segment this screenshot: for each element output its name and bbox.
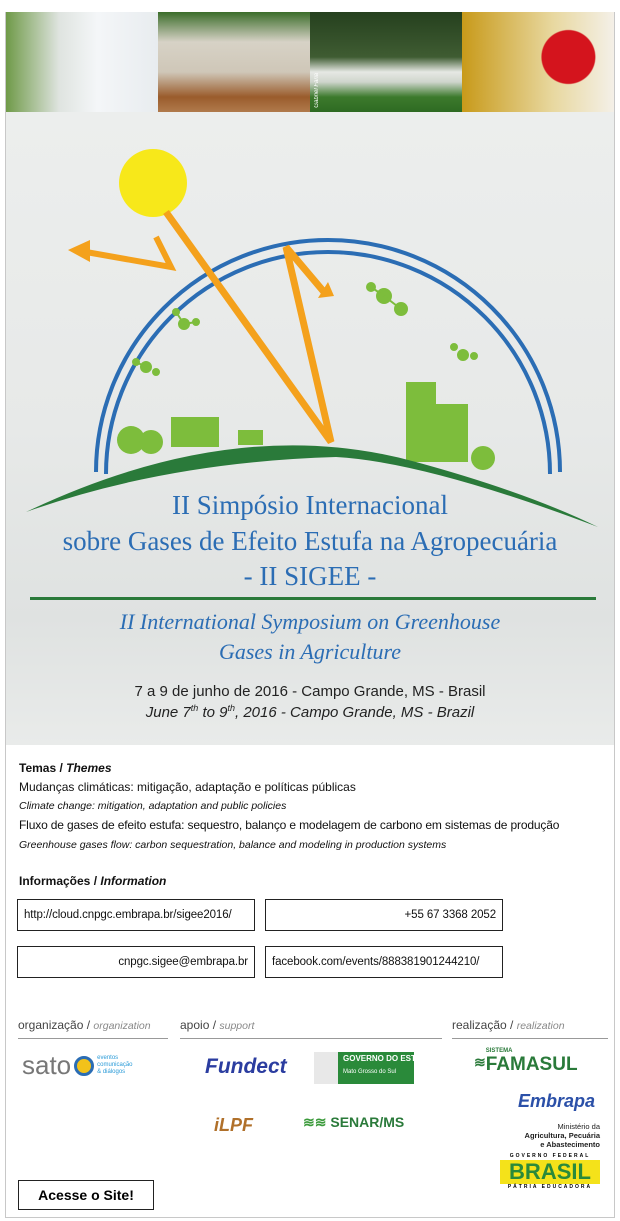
famasul-logo: ≋ SISTEMA FAMASUL [474, 1048, 578, 1075]
sato-logo: sato eventos comunicação & diálogos [22, 1050, 133, 1080]
visit-site-button[interactable]: Acesse o Site! [18, 1180, 154, 1210]
embrapa-logo: Embrapa [518, 1091, 596, 1111]
theme-2-pt: Fluxo de gases de efeito estufa: sequestro, balanço e modelagem de carbono em sistemas de produção [19, 818, 560, 832]
phone-field: +55 67 3368 2052 [265, 899, 503, 931]
photo-strip [6, 12, 614, 112]
theme-2-en: Greenhouse gases flow: carbon sequestration, balance and modeling in production systems [19, 839, 447, 851]
theme-1-pt: Mudanças climáticas: mitigação, adaptação e políticas públicas [19, 780, 356, 794]
title-line-2: sobre Gases de Efeito Estufa na Agropecuária [62, 526, 558, 556]
info-heading: Informações / Information [19, 874, 167, 888]
ilpf-logo: iLPF [214, 1115, 253, 1135]
realization-heading: realização / realization [452, 1018, 608, 1039]
reflected-ray-arrow [86, 237, 171, 267]
fundect-logo: Fundect [205, 1055, 287, 1078]
hero [6, 112, 614, 745]
governo-ms-logo: GOVERNO DO ESTADO Mato Grosso do Sul [314, 1052, 414, 1084]
photo-cattle-forest [310, 12, 462, 112]
website-link[interactable]: http://cloud.cnpgc.embrapa.br/sigee2016/ [17, 899, 255, 931]
title-en-line-1: II International Symposium on Greenhouse [119, 609, 501, 634]
ministerio-logo: Ministério da Agricultura, Pecuária e Abastecimento [524, 1122, 600, 1149]
theme-1-en: Climate change: mitigation, adaptation and public policies [19, 800, 287, 812]
facebook-link[interactable]: facebook.com/events/888381901244210/ [265, 946, 503, 978]
title-line-3: - II SIGEE - [243, 561, 377, 591]
themes-heading: Temas / Themes [19, 761, 112, 775]
divider [30, 597, 596, 600]
photo-credit: Gabriel Faria [314, 73, 320, 108]
famasul-wave-icon: ≋ [474, 1053, 486, 1070]
organization-heading: organização / organization [18, 1018, 168, 1039]
reflected-ray-arrowhead [68, 240, 90, 262]
senar-wave-icon: ≋≋ [303, 1114, 331, 1130]
senar-logo: ≋≋ SENAR/MS [303, 1114, 405, 1130]
support-heading: apoio / support [180, 1018, 442, 1039]
date-en: June 7th to 9th, 2016 - Campo Grande, MS - Brazil [145, 703, 475, 721]
photo-rooster [462, 12, 614, 112]
date-pt: 7 a 9 de junho de 2016 - Campo Grande, MS - Brasil [134, 683, 486, 700]
email-link[interactable]: cnpgc.sigee@embrapa.br [17, 946, 255, 978]
sun-ray-arrow [166, 212, 331, 442]
photo-cattle-feeding [158, 12, 310, 112]
title-en-line-2: Gases in Agriculture [218, 639, 402, 664]
governo-federal-logo: GOVERNO FEDERAL BRASIL PÁTRIA EDUCADORA [500, 1153, 600, 1191]
title-line-1: II Simpósio Internacional [172, 490, 448, 520]
sun-icon [119, 149, 187, 217]
photo-lab [6, 12, 158, 112]
